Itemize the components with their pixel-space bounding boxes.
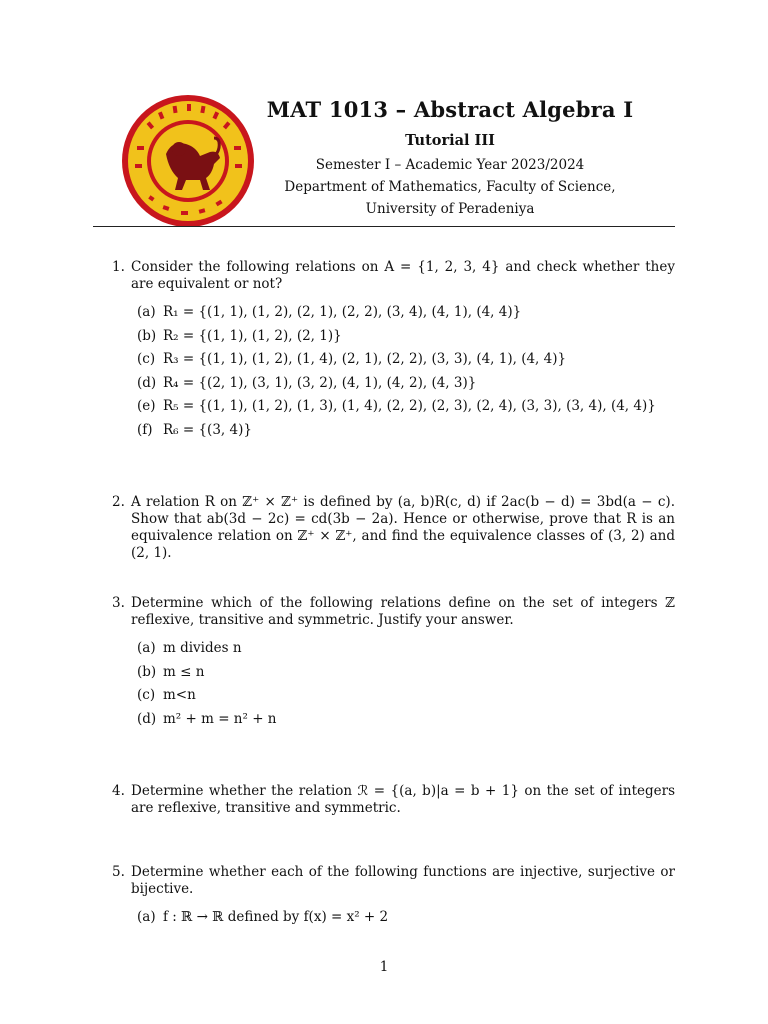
sub-item-label: (b) — [137, 327, 157, 344]
course-title: MAT 1013 – Abstract Algebra I — [266, 97, 634, 122]
sub-item-a — [137, 909, 675, 933]
page-number: 1 — [379, 959, 389, 975]
question-3 — [112, 595, 675, 734]
sub-item-c — [137, 351, 675, 375]
question-2 — [112, 494, 675, 562]
sub-item-text: R₄ = {(2, 1), (3, 1), (3, 2), (4, 1), (4, 2), (4, 3)} — [163, 374, 477, 391]
sub-item-label: (d) — [137, 374, 157, 391]
sub-item-d — [137, 711, 675, 735]
sub-item-label: (f) — [137, 421, 153, 438]
sub-item-label: (a) — [137, 304, 156, 320]
question-text: Determine whether the relation ℛ = {(a, b)|a = b + 1} on the set of integers are reflexive, transitive and symmetric. — [131, 783, 675, 816]
sub-item-f — [137, 422, 675, 446]
university-seal-logo — [121, 94, 255, 228]
sub-item-text: R₅ = {(1, 1), (1, 2), (1, 3), (1, 4), (2, 2), (2, 3), (2, 4), (3, 3), (3, 4), (4, 4)} — [163, 398, 656, 414]
question-text: A relation R on ℤ⁺ × ℤ⁺ is defined by (a, b)R(c, d) if 2ac(b − d) = 3bd(a − c). Show that ab(3d − 2c) = cd(3b − 2a). Hence or otherwise, prove that R is an equivalence relation on ℤ⁺ × ℤ⁺, and find the equivalence classes of (3, 2) and (2, 1). — [131, 494, 675, 561]
semester-line: Semester I – Academic Year 2023/2024 — [315, 157, 585, 173]
sub-item-b — [137, 664, 675, 688]
sub-item-label: (a) — [137, 640, 156, 656]
sub-item-label: (a) — [137, 909, 156, 925]
sub-item-label: (e) — [137, 398, 156, 414]
sub-item-text: m divides n — [163, 640, 242, 656]
document-header — [262, 97, 638, 220]
question-1 — [112, 259, 675, 445]
sub-item-a — [137, 304, 675, 328]
question-number: 1. — [112, 259, 125, 275]
sub-item-text: R₂ = {(1, 1), (1, 2), (2, 1)} — [163, 327, 342, 344]
sub-item-list — [137, 304, 675, 445]
sub-item-text: R₁ = {(1, 1), (1, 2), (2, 1), (2, 2), (3, 4), (4, 1), (4, 4)} — [163, 304, 522, 320]
sub-item-text: R₆ = {(3, 4)} — [163, 421, 252, 438]
question-text: Determine whether each of the following functions are injective, surjective or bijective. — [131, 864, 675, 897]
university-line: University of Peradeniya — [365, 201, 535, 217]
question-number: 4. — [112, 783, 125, 799]
sub-item-b — [137, 328, 675, 352]
sub-item-text: m ≤ n — [163, 663, 205, 680]
sub-item-label: (c) — [137, 351, 156, 367]
question-number: 2. — [112, 494, 125, 510]
sub-item-text: f : ℝ → ℝ defined by f(x) = x² + 2 — [163, 909, 389, 925]
sub-item-c — [137, 687, 675, 711]
sub-item-d — [137, 375, 675, 399]
sub-item-label: (b) — [137, 663, 157, 680]
sub-item-text: m<n — [163, 687, 196, 703]
sub-item-e — [137, 398, 675, 422]
question-4 — [112, 783, 675, 817]
tutorial-title: Tutorial III — [405, 132, 495, 149]
department-line: Department of Mathematics, Faculty of Science, — [284, 179, 616, 195]
sub-item-label: (d) — [137, 710, 157, 727]
sub-item-label: (c) — [137, 687, 156, 703]
question-5 — [112, 864, 675, 933]
question-text: Consider the following relations on A = {1, 2, 3, 4} and check whether they are equivalent or not? — [131, 259, 675, 292]
sub-item-list — [137, 909, 675, 933]
question-number: 5. — [112, 864, 125, 880]
header-divider — [93, 226, 675, 227]
question-text: Determine which of the following relations define on the set of integers ℤ reflexive, transitive and symmetric. Justify your answer. — [131, 595, 675, 628]
sub-item-a — [137, 640, 675, 664]
sub-item-list — [137, 640, 675, 734]
sub-item-text: m² + m = n² + n — [163, 710, 277, 727]
sub-item-text: R₃ = {(1, 1), (1, 2), (1, 4), (2, 1), (2, 2), (3, 3), (4, 1), (4, 4)} — [163, 351, 567, 367]
question-number: 3. — [112, 595, 125, 611]
